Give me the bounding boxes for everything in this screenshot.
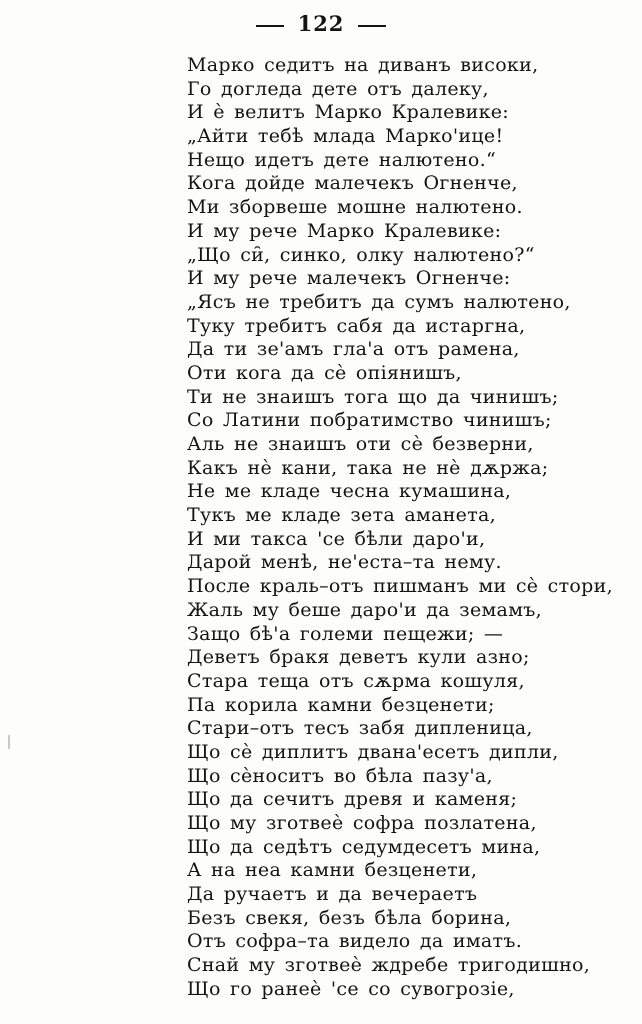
verse-line: Нещо идетъ дете налютено.“ xyxy=(187,148,496,171)
verse-line: Туку требитъ сабя да истаргна, xyxy=(187,314,526,337)
page-header xyxy=(0,10,642,38)
verse-line: И ми такса 'се бѣли даро'и, xyxy=(187,527,486,550)
verse-line: И му рече малечекъ Огненче: xyxy=(187,267,511,290)
verse-line: Защо бѣ'а големи пещежи; — xyxy=(187,622,504,645)
right-dash xyxy=(358,25,386,27)
verse-line: Оти кога да сѐ опіянишъ, xyxy=(187,361,462,384)
verse-line: Да ручаетъ и да вечераетъ xyxy=(187,883,478,906)
verse-line: Ми зборвеше мошне налютено. xyxy=(187,196,523,219)
verse-line: Кога дойде малечекъ Огненче, xyxy=(187,172,518,195)
margin-mark xyxy=(8,735,10,749)
verse-line: И ѐ велитъ Марко Кралевике: xyxy=(187,101,509,124)
verse-line: Марко седитъ на диванъ високи, xyxy=(187,54,539,76)
verse-line: Го доглeда дете отъ далеку, xyxy=(187,77,489,100)
verse-line: А на неа камни безценети, xyxy=(187,859,478,882)
verse-line: Снай му зготвеѐ ждребе тригодишно, xyxy=(187,954,591,977)
poem-text xyxy=(187,54,627,1002)
verse-line: Що сѐноситъ во бѣла пазу'а, xyxy=(187,764,493,787)
verse-line: И му рече Марко Кралевике: xyxy=(187,219,502,242)
verse-line: Що сѐ диплитъ двана'есетъ дипли, xyxy=(187,740,559,763)
verse-line: Що му зготвеѐ софра позлатена, xyxy=(187,812,537,834)
verse-line: Що да седѣтъ седумдесетъ мина, xyxy=(187,835,541,858)
verse-line: Да ти зе'амъ гла'а отъ рамена, xyxy=(187,338,520,361)
verse-line: Отъ софра–та видело да иматъ. xyxy=(187,930,523,953)
verse-line: „Що си̑, синко, олку налютено?“ xyxy=(187,243,535,266)
verse-line: Дарой менѣ, не'еста–та нему. xyxy=(187,551,502,574)
verse-line: Со Латини побратимство чинишъ; xyxy=(187,409,552,432)
verse-line: Не ме кладе чесна кумашина, xyxy=(187,480,512,503)
verse-line: Деветъ бракя деветъ кули азно; xyxy=(187,646,530,669)
verse-line: Па корила камни безценети; xyxy=(187,693,495,716)
verse-line: После краль–отъ пишманъ ми сѐ стори, xyxy=(187,575,613,598)
verse-line: Що да сечитъ древя и каменя; xyxy=(187,788,518,811)
verse-line: Аль не знаишъ оти сѐ безверни, xyxy=(187,433,534,455)
page-number: 122 xyxy=(297,11,345,36)
verse-line: Стара теща отъ сѫрма кошуля, xyxy=(187,669,525,692)
verse-line: Жаль му беше даро'и да земамъ, xyxy=(187,598,542,621)
verse-line: „Ясъ не требитъ да сумъ налютено, xyxy=(187,290,571,313)
verse-line: Тукъ ме кладе зета аманета, xyxy=(187,504,496,527)
verse-line: Безъ свекя, безъ бѣла борина, xyxy=(187,906,512,929)
verse-line: Ти не знаишъ тога що да чинишъ; xyxy=(187,385,559,408)
verse-line: „Айти тебѣ млада Марко'ице! xyxy=(187,125,504,148)
left-dash xyxy=(256,25,284,27)
verse-line: Какъ нѐ кани, така не нѐ дѫржа; xyxy=(187,456,549,479)
verse-line: Стари–отъ тесъ забя дипленица, xyxy=(187,717,533,740)
verse-line: Що го ранеѐ 'се со сувогрозіе, xyxy=(187,977,515,1000)
